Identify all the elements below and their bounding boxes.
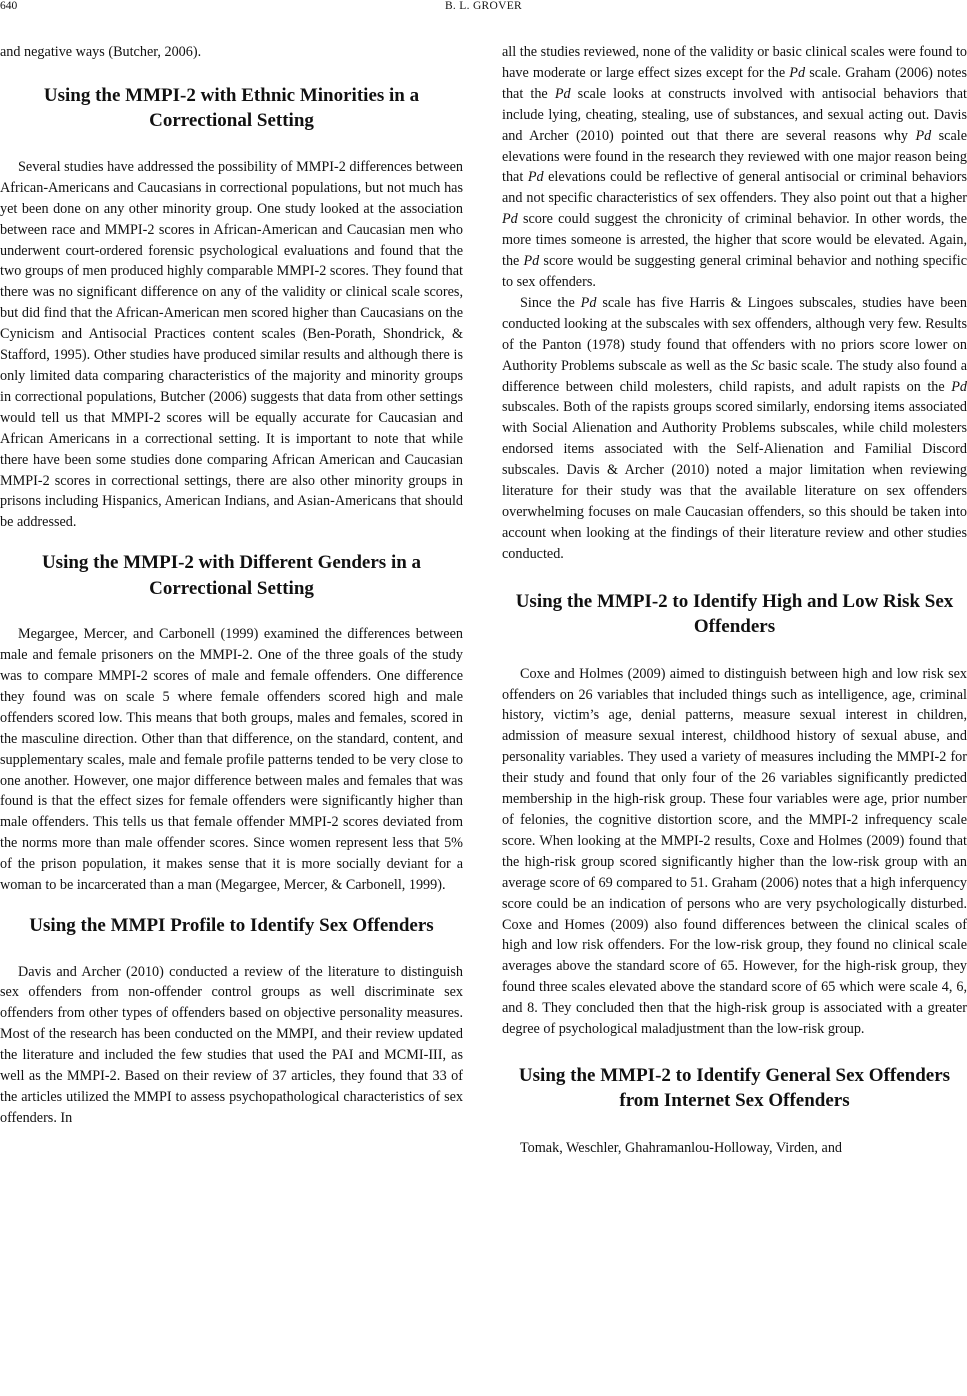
section-heading: Using the MMPI-2 with Different Genders in a Correctional Setting: [41, 552, 422, 599]
page-number: 640: [0, 0, 18, 12]
page-header: [0, 0, 967, 14]
running-head: B. L. GROVER: [444, 0, 523, 12]
section-heading: Using the MMPI-2 with Ethnic Minorities in a Correctional Setting: [43, 84, 420, 132]
paragraph: and negative ways (Butcher, 2006).: [0, 44, 202, 60]
section-heading: Using the MMPI-2 to Identify General Sex Offenders from Internet Sex Offenders: [518, 1064, 951, 1112]
right-column: [502, 42, 967, 1159]
paragraph: Tomak, Weschler, Ghahramanlou-Holloway, Virden, and: [520, 1139, 843, 1156]
paragraph: Coxe and Holmes (2009) aimed to distinguish between high and low risk sex offenders on 26 variables that included things such as intelligence, age, criminal history, victim’s age, denial patterns, measure sexual interest in children, admission of measure sexual interest, childhood history of sexual abuse, and personality variables. They used a variety of measures including the MMPI-2 for their study and found that only four of the 26 variables significantly predicted membership in the high-risk group. These four variables were age, prior number of felonies, the cognitive distortion score, and the MMPI-2 infrequency scale score. When looking at the MMPI-2 results, Coxe and Holmes (2009) found that the high-risk group scored significantly higher than the low-risk group with an average score of 69 compared to 51. Graham (2006) notes that a high inferquency score could be an indication of persons who are very psychologically disturbed. Coxe and Homes (2009) also found differences between the clinical scales of high and low risk offenders. For the low-risk group, they found no clinical scale averages above the standard score of 65. However, for the high-risk group, they found three scales elevated above the standard score of 65 which were scale 4, 6, and 8. They concluded then that the high-risk group is associated with a greater degree of psychological maladjustment than the low-risk group.: [502, 665, 967, 1038]
paragraph: Megargee, Mercer, and Carbonell (1999) examined the differences between male and female prisoners on the MMPI-2. One of the three goals of the study was to compare MMPI-2 scores of male and female offenders. One difference they found was on scale 5 where female offenders scored high and male offenders scored low. This means that both groups, males and females, scored in the masculine direction. Other than that difference, on the standard, content, and supplementary scales, male and female profile patterns tended to be very close to one another. However, one major difference between males and females that was found is that the effect sizes for female offenders were significantly higher than male offenders. This tells us that female offender MMPI-2 scores deviated from the norms more than male offender scores. Since women represent less that 5% of the prison population, it makes sense that it is more socially deviant for a woman to be incarcerated than a man (Megargee, Mercer, & Carbonell, 1999).: [0, 626, 463, 894]
left-column: [0, 42, 463, 1129]
paragraph: Since the Pd scale has five Harris & Lingoes subscales, studies have been conducted looking at the subscales with sex offenders, although very few. Results of the Panton (1978) study found that offenders with no priors score lower on Authority Problems subscale as well as the Sc basic scale. The study also found a difference between child molesters, child rapists, and adult rapists on the Pd subscales. Both of the rapists groups scored similarly, endorsing items associated with Social Alienation and Authority Problems subscales, while child molesters endorsed items associated with the Self-Alienation and Familial Discord subscales. Davis & Archer (2010) noted a major limitation when reviewing literature for their study was that the available literature on sex offenders overwhelming focuses on male Caucasian offenders, so this should be taken into account when looking at the findings of their literature review and other studies conducted.: [502, 294, 967, 562]
section-heading: Using the MMPI Profile to Identify Sex Offenders: [29, 915, 434, 936]
paragraph: all the studies reviewed, none of the validity or basic clinical scales were found to have moderate or large effect sizes except for the Pd scale. Graham (2006) notes that the Pd scale looks at constructs involved with antisocial behaviors that include lying, cheating, stealing, use of substances, and sexual acting out. Davis and Archer (2010) pointed out that there are several reasons why Pd scale elevations were found in the research they reviewed with one major reason being that Pd elevations could be reflective of general antisocial or criminal behaviors and not specific characteristics of sex offenders. They also point out that a higher Pd score could suggest the chronicity of criminal behavior. In other words, the more times someone is arrested, the higher that score would be elevated. Again, the Pd score would be suggesting general criminal behavior and nothing specific to sex offenders.: [502, 44, 967, 290]
paragraph: Several studies have addressed the possibility of MMPI-2 differences between African-Americans and Caucasians in correctional populations, but not much has yet been done on any other minority group. One study looked at the association between race and MMPI-2 scores in African-American and Caucasian men who underwent court-ordered forensic psychological evaluations and found that the two groups of men produced highly comparable MMPI-2 scores. They found that there was no significant difference on any of the validity or clinical scale scores, but did find that the African-American men scored higher than Caucasians on the Cynicism and Antisocial Practices content scales (Ben-Porath, Shondrick, & Stafford, 1995). Other studies have produced similar results and although there is only limited data comparing characteristics of the majority and minority groups in correctional populations, Butcher (2006) suggests that data from other settings would tell us that MMPI-2 scores will be equally accurate for Caucasian and African Americans in a correctional setting. It is important to note that while there have been some studies done comparing African American and Caucasian MMPI-2 scores in correctional settings, there are also other minority groups in prisons including Hispanics, American Indians, and Asian-Americans that should be addressed.: [0, 158, 463, 531]
section-heading: Using the MMPI-2 to Identify High and Low Risk Sex Offenders: [515, 590, 954, 638]
paragraph: Davis and Archer (2010) conducted a review of the literature to distinguish sex offenders from non-offender control groups as well discriminate sex offenders from other types of offenders based on objective personality measures. Most of the research has been conducted on the MMPI, and their review updated the literature and included the few studies that used the PAI and MCMI-III, as well as the MMPI-2. Based on their review of 37 articles, they found that 33 of the articles utilized the MMPI to assess psychopathological characteristics of sex offenders. In: [0, 963, 463, 1126]
